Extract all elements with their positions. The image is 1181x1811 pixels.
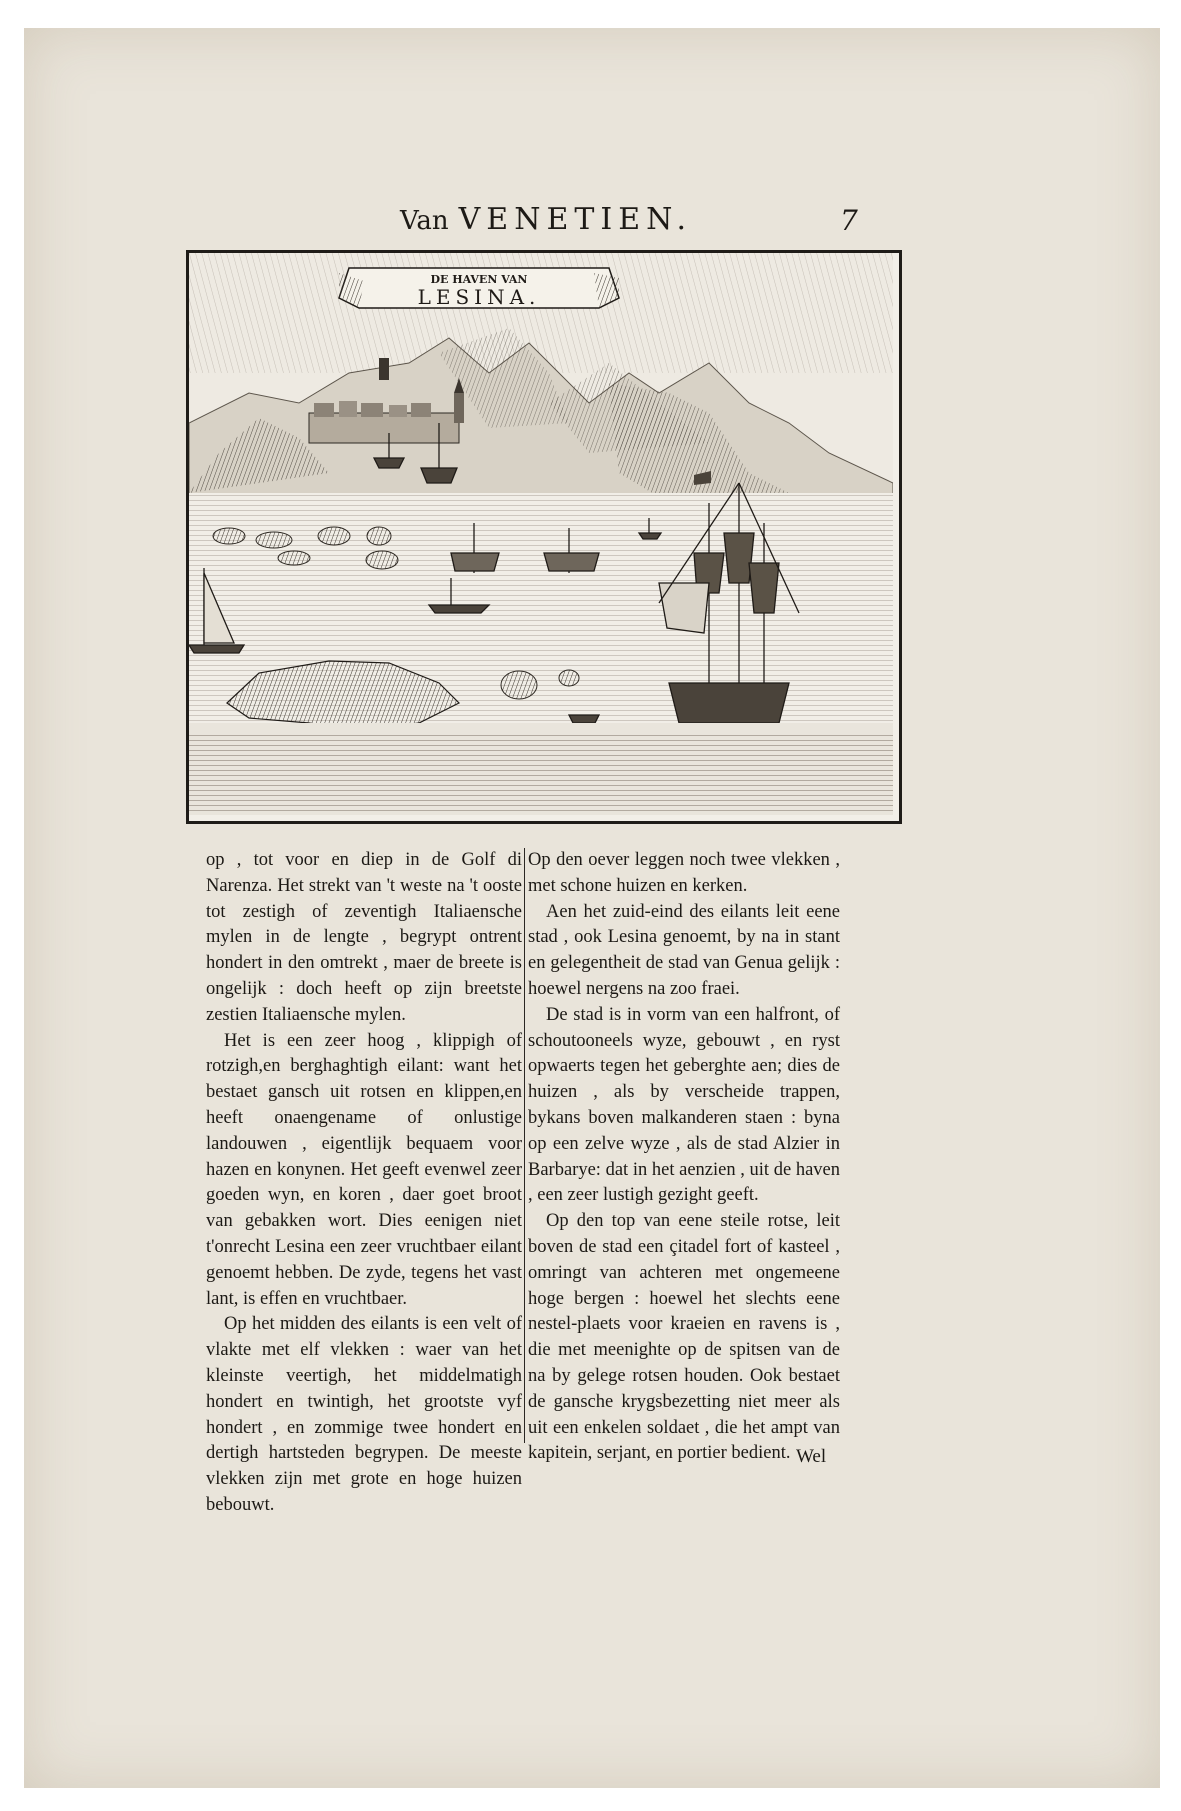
engraving-harbour-lesina: [186, 250, 902, 824]
right-paragraph-1: Op den oever leggen noch twee vlekken , met schone huizen en kerken.: [528, 850, 840, 896]
right-text-column: [528, 848, 840, 1467]
right-paragraph-4: Op den top van eene steile rotse, leit boven de stad een çitadel fort of kasteel , omringt van achteren met ongemeene hoge bergen : hoewel het slechts eene nestel-plaets voor kraeien en ravens is , die met meenighte op de spitsen van de na by gelege rotsen houden. Ook bestaet de gansche krygsbezetting niet meer als uit een enkelen soldaet , die het ampt van kapitein, serjant, en portier bedient.: [528, 1211, 840, 1464]
left-paragraph-3: Op het midden des eilants is een velt of vlakte met elf vlekken : waer van het kleinste veertigh, het middelmatigh hondert en twintigh, het grootste vyf hondert , en zommige twee hondert en dertigh hartsteden begrypen. De meeste vlekken zijn met grote en hoge huizen bebouwt.: [206, 1314, 522, 1515]
right-paragraph-2: Aen het zuid-eind des eilants leit eene stad , ook Lesina genoemt, by na in stant en gelegentheit de stad van Genua gelijk : hoewel nergens na zoo fraei.: [528, 901, 840, 999]
page-number: 7: [840, 204, 858, 237]
left-text-column: [206, 848, 522, 1519]
banner-line1: DE HAVEN VAN: [430, 273, 528, 286]
running-head: [400, 202, 730, 242]
banner-line2: LESINA.: [417, 285, 541, 309]
running-head-city: VENETIEN.: [458, 202, 692, 237]
left-paragraph-2: Het is een zeer hoog , klippigh of rotzigh,en berghaghtigh eilant: want het bestaet gansch uit rotsen en klippen,en heeft onaengename of onlustige landouwen , eigentlijk bequaem voor hazen en konynen. Het geeft evenwel zeer goeden wyn, en koren , daer goet broot van gebakken wort. Dies eenigen niet t'onrecht Lesina een zeer vruchtbaer eilant genoemt hebben. De zyde, tegens het vast lant, is effen en vruchtbaer.: [206, 1030, 522, 1309]
left-paragraph-1: op , tot voor en diep in de Golf di Narenza. Het strekt van 't weste na 't ooste tot zestigh of zeventigh Italiaensche mylen in de lengte , begrypt ontrent hondert in den omtrekt , maer de breete is ongelijk : doch heeft op zijn breetste zestien Italiaensche mylen.: [206, 850, 522, 1025]
right-paragraph-3: De stad is in vorm van een halfront, of schoutooneels wyze, gebouwt , en ryst opwaerts tegen het geberghte aen; dies de huizen , als by verscheide trappen, bykans boven malkanderen staen : byna op een zelve wyze , als de stad Alzier in Barbarye: dat in het aenzien , uit de haven , een zeer lustigh gezight geeft.: [528, 1004, 840, 1206]
running-head-van: Van: [400, 206, 449, 236]
castle-tower: [379, 358, 389, 380]
engraving-illustration: [189, 253, 893, 815]
column-rule: [524, 848, 525, 1443]
title-banner: [339, 268, 619, 309]
catchword: Wel: [796, 1446, 827, 1467]
